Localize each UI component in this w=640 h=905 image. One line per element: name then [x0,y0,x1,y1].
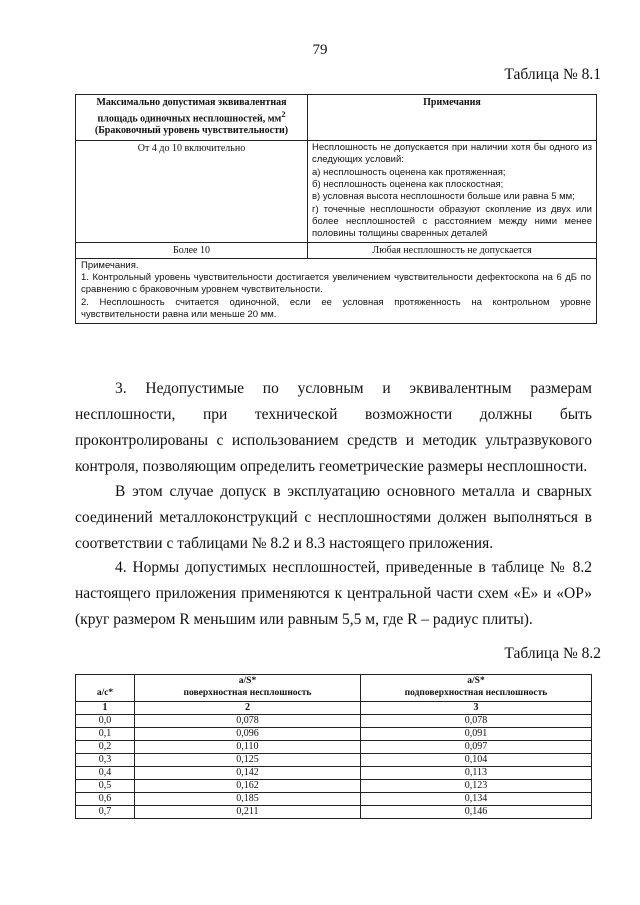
cell-surface: 0,110 [135,740,361,753]
range-cell: Более 10 [76,242,308,258]
header-surface [135,675,361,702]
header-subsurface-label: подповерхностная несплошность [404,687,548,698]
cell-ac: 0,0 [76,714,135,727]
notes-title: Примечания. [81,259,139,271]
cell-ac: 0,2 [76,740,135,753]
cell-surface: 0,078 [135,714,361,727]
table-row [76,753,592,766]
table-8-1 [75,94,597,324]
cell-ac: 0,6 [76,792,135,805]
table-row [76,727,592,740]
paragraph [75,479,592,557]
header-reject-level: (Браковочный уровень чувствительности) [94,125,289,137]
cell-surface: 0,211 [135,805,361,818]
table-row [76,140,597,242]
note-item: 1. Контрольный уровень чувствительности достигается увеличением чувствительности дефектоскопа на 6 дБ по сравнению с браковочным уровнем чувствительности. [81,271,591,296]
paragraph-text: 4. Нормы допустимых несплошностей, приведенные в таблице № 8.2 настоящего приложения применяются к центральной части схем «Е» и «ОР» (круг размером R меньшим или равным 5,5 м, где R – радиус плиты). [75,559,592,628]
condition-item: в) условная высота несплошности больше или равна 5 мм; [312,191,575,203]
table-row [76,792,592,805]
note-item: 2. Несплошность считается одиночной, если ее условная протяженность на контрольном уровне чувствительности равна или меньше 20 мм. [81,296,591,320]
cell-surface: 0,125 [135,753,361,766]
header-subsurface [361,675,592,702]
table-row [76,714,592,727]
column-number: 1 [76,701,135,714]
cell-ac: 0,1 [76,727,135,740]
note-cell: Любая несплошность не допускается [308,242,597,258]
table-header-row [76,95,597,141]
header-ac: a/c* [76,675,135,702]
table-notes [76,258,597,324]
cell-subsurface: 0,146 [361,805,592,818]
cell-ac: 0,7 [76,805,135,818]
paragraph-text: 3. Недопустимые по условным и эквивалентным размерам несплошности, при технической возможности должны быть проконтролированы с использованием средств и методик ультразвукового контроля, позволяющим определить геометрические размеры несплошности. [75,380,592,475]
cell-subsurface: 0,134 [361,792,592,805]
cell-surface: 0,162 [135,779,361,792]
condition-item: а) несплошность оценена как протяженная; [312,166,506,178]
table-row [76,805,592,818]
header-max-area [76,95,308,141]
cell-subsurface: 0,113 [361,766,592,779]
table-header-row [76,675,592,702]
table-row [76,779,592,792]
header-as-surface: a/S* [238,676,257,686]
table-8-2-caption: Таблица № 8.2 [504,645,601,662]
table-8-1-caption: Таблица № 8.1 [504,66,601,83]
column-number-row [76,701,592,714]
header-as-subsurface: a/S* [467,676,485,686]
header-surface-label: поверхностная несплошность [183,687,312,698]
range-cell: От 4 до 10 включительно [76,140,308,242]
header-superscript: 2 [281,109,286,119]
paragraph-text: В этом случае допуск в эксплуатацию основного металла и сварных соединений металлоконструкций с несплошностями должен выполняться в соответствии с таблицами № 8.2 и 8.3 настоящего приложения. [75,483,592,552]
cell-subsurface: 0,078 [361,714,592,727]
table-row [76,766,592,779]
cell-surface: 0,096 [135,727,361,740]
column-number: 3 [361,701,592,714]
cell-subsurface: 0,104 [361,753,592,766]
cell-surface: 0,142 [135,766,361,779]
cell-subsurface: 0,097 [361,740,592,753]
paragraph [75,555,592,633]
cell-subsurface: 0,091 [361,727,592,740]
cell-ac: 0,3 [76,753,135,766]
cell-surface: 0,185 [135,792,361,805]
column-number: 2 [135,701,361,714]
conditions-cell [308,140,597,242]
header-max-area-text: Максимально допустимая эквивалентная площадь одиночных несплошностей, мм [96,97,287,124]
table-8-2 [75,674,592,819]
header-notes: Примечания [308,95,597,141]
condition-item: г) точечные несплошности образуют скопление из двух или более несплошностей с расстоянием между ними менее половины толщины сваренных деталей [312,203,592,240]
cell-subsurface: 0,123 [361,779,592,792]
notes-row [76,258,597,324]
cell-ac: 0,4 [76,766,135,779]
cell-ac: 0,5 [76,779,135,792]
page-number: 79 [312,42,328,58]
table-row [76,740,592,753]
conditions-intro: Несплошность не допускается при наличии хотя бы одного из следующих условий: [312,141,592,166]
table-row [76,242,597,258]
paragraph [75,376,592,480]
condition-item: б) несплошность оценена как плоскостная; [312,178,504,190]
